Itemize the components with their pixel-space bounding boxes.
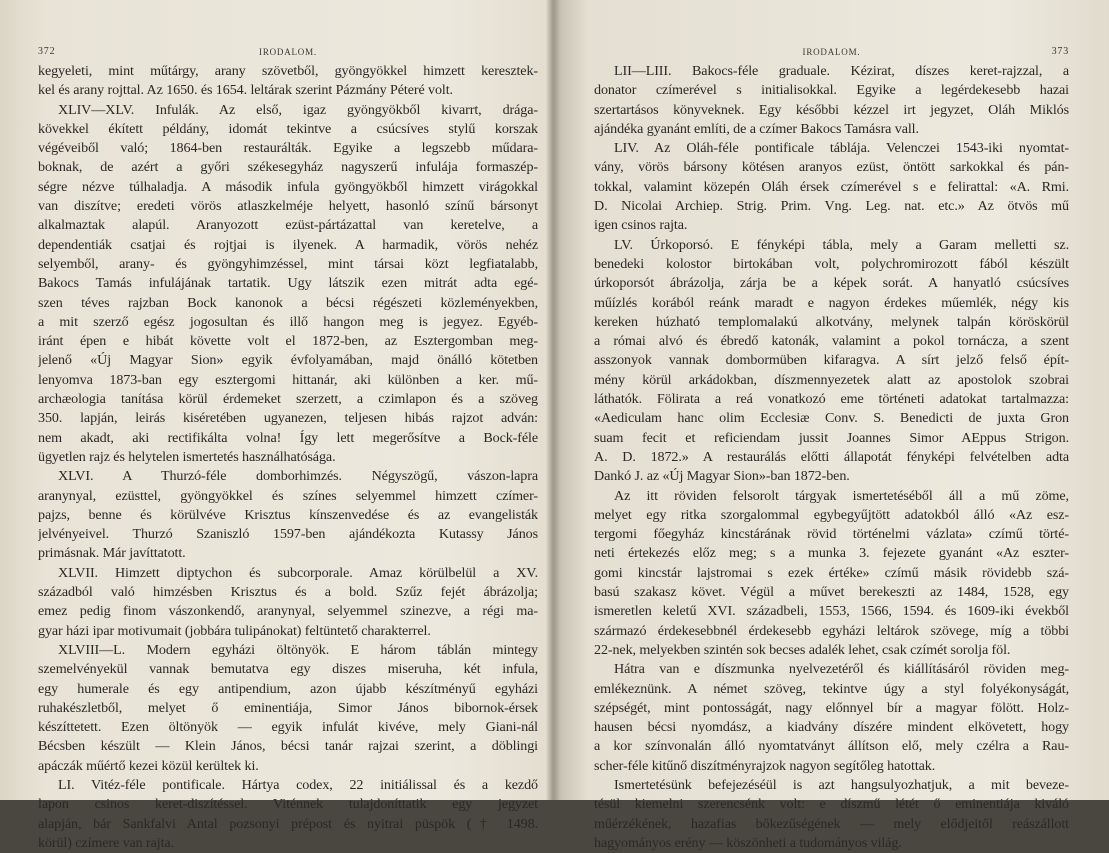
text-line: emez pedig finom vászonkendő, aranynyal, selyemmel szinezve, a régi ma- bbox=[38, 603, 538, 620]
text-line: úrkoporsót ábrázolja, zárja be a képek sorát. A hanyatló csúcsíves bbox=[594, 275, 1069, 292]
text-line: Ismertetésünk befejezéséül is azt hangsulyozhatjuk, a mit beveze- bbox=[614, 776, 1069, 793]
text-line: benedeki kolostor birtokában volt, polychromirozott fából készült bbox=[594, 255, 1069, 272]
text-line: kegyeleti, mint műtárgy, arany szövetből, gyöngyökkel himzett keresztek- bbox=[38, 63, 538, 79]
text-line: Az itt röviden felsorolt tárgyak ismertetéséből áll a mű zöme, bbox=[614, 487, 1069, 504]
text-line: suam fecit et reficiendam jussit Joannes Simor AEppus Strigon. bbox=[594, 429, 1069, 446]
text-line: a római alvó és ébredő katonák, valamint a pokol tornácza, a szent bbox=[594, 333, 1069, 350]
text-line: ügyetlen rajz és helytelen ismertetés használhatósága. bbox=[38, 448, 336, 465]
text-line: körül) czímere van rajta. bbox=[38, 834, 175, 851]
text-line: archæologia tanítása körül érdemeket szerzett, a czimlapon és a szöveg bbox=[38, 391, 538, 408]
text-line: Dankó J. az «Új Magyar Sion»-ban 1872-ben. bbox=[594, 468, 850, 485]
text-line: Bakocs Tamás infulájának tartatik. Ugy látszik ezen mitrát adta egé- bbox=[38, 275, 538, 292]
text-line: Hátra van e díszmunka nyelvezetéről és kiállításáról röviden meg- bbox=[614, 661, 1069, 678]
text-line: készíttetett. Ezen öltönyök — egyik infulát kivéve, mely Giani-nál bbox=[38, 719, 538, 736]
text-line: LIV. Az Oláh-féle pontificale táblája. Velenczei 1543-iki nyomtat- bbox=[614, 140, 1069, 157]
text-line: aranynyal, ezüsttel, gyöngyökkel és színes selyemmel himzett czímer- bbox=[38, 487, 538, 504]
text-line: kereken húzható templomalakú alkotvány, melynek talpán köröskörül bbox=[594, 313, 1069, 330]
text-line: pajzs, benne és körülvéve Krisztus kínszenvedése és az evangelisták bbox=[38, 506, 538, 523]
text-line: szertartásos könyveknek. Egy későbbi kézzel irt jegyzet, Oláh Miklós bbox=[594, 101, 1069, 118]
text-line: vány, vörös bársony kötésen aranyos ezüst, öntött sarkokkal és pán- bbox=[594, 159, 1069, 176]
text-line: LII—LIII. Bakocs-féle graduale. Kézirat, díszes keret-rajzzal, a bbox=[614, 63, 1069, 79]
text-line: van diszítve; eredeti vörös atlaszkelméje helyett, hasonló színű bársonyt bbox=[38, 198, 538, 215]
text-line: tokkal, valamint közepén Oláh érsek czímerével s e felirattal: «A. Rmi. bbox=[594, 178, 1069, 195]
text-line: tésül kiemelni szerencsénk volt: e díszmű létét ő eminentiája kiváló bbox=[594, 796, 1069, 813]
text-line: LI. Vitéz-féle pontificale. Hártya codex, 22 initiálissal és a kezdő bbox=[58, 776, 538, 793]
text-line: gomi kincstár lajstromai s ezek értéke» czímű másik rövidebb szá- bbox=[594, 564, 1069, 581]
text-line: származó érdekesebbnél érdekesebb egyházi leltárok szövege, míg a többi bbox=[594, 622, 1069, 639]
text-line: századból való himzésben Krisztus és a bold. Szűz fejét ábrázolja; bbox=[38, 584, 538, 601]
text-line: egy humerale és egy antipendium, azon újabb készítményű egyházi bbox=[38, 680, 538, 697]
left-page bbox=[0, 0, 552, 851]
text-line: iránt épen e hibát követte volt el 1872-ben, az Esztergomban meg- bbox=[38, 333, 538, 350]
text-line: jelvényeivel. Thurzó Szaniszló 1597-ben ajándékozta Kutassy János bbox=[38, 526, 538, 543]
text-line: tergomi főegyház kincstárának rövid történelmi vázlata» czímű törté- bbox=[594, 526, 1069, 543]
text-line: XLVIII—L. Modern egyházi öltönyök. E három táblán mintegy bbox=[58, 641, 538, 658]
text-line: primásnak. Már javíttatott. bbox=[38, 545, 186, 562]
text-line: ismeretlen keletű XVI. századbeli, 1553, 1566, 1594. és 1609-iki évekből bbox=[594, 603, 1069, 620]
text-line: mény körül arkádokban, díszmennyezetek alatt az apostolok szobrai bbox=[594, 371, 1069, 388]
text-line: boknak, de azért a győri székesegyház nagyszerű infulája formaszép- bbox=[38, 159, 538, 176]
text-line: a kor színvonalán álló nyomtatványt állítson elő, mely czélra a Rau- bbox=[594, 738, 1069, 755]
text-line: XLVII. Himzett diptychon és subcorporale. Amaz körülbelül a XV. bbox=[58, 564, 538, 581]
text-line: kövekkel ékített példány, idomát tekintve a csúcsíves stylű korszak bbox=[38, 120, 538, 137]
text-line: lapon csinos keret-diszítéssel. Viténnek tulajdoníttatik egy jegyzet bbox=[38, 796, 538, 813]
left-page-number: 372 bbox=[38, 46, 56, 57]
text-line: lenyomva 1873-ban egy esztergomi hittanár, aki különben a ker. mű- bbox=[38, 371, 538, 388]
right-page bbox=[554, 0, 1109, 851]
text-line: jelenő «Új Magyar Sion» egyik évfolyamában, majd önálló kötetben bbox=[38, 352, 538, 369]
text-line: dependentiák csatjai és rojtjai is ilyenek. A harmadik, vörös nehéz bbox=[38, 236, 538, 253]
text-line: kel és arany rojttal. Az 1650. és 1654. leltárak szerint Pázmány Péteré volt. bbox=[38, 82, 453, 99]
text-line: gyar házi ipar motivumait (jobbára tulipánokat) feltüntető charakterrel. bbox=[38, 622, 431, 639]
text-line: XLVI. A Thurzó-féle domborhimzés. Négyszögű, vászon-lapra bbox=[58, 468, 538, 485]
text-line: 22-nek, melyekben szintén sok becses adalék lehet, csak czímét sorolja föl. bbox=[594, 641, 1011, 658]
right-page-number: 373 bbox=[1051, 46, 1069, 57]
text-line: szemelvényekül vannak bemutatva egy diszes miseruha, két infula, bbox=[38, 661, 538, 678]
right-running-title: IRODALOM. bbox=[802, 47, 861, 57]
text-line: A. D. 1872.» A restaurálás előtti állapotát fényképi felvételben adta bbox=[594, 448, 1069, 465]
text-line: szépségét, mint pontosságát, nagy előnnyel bír a magyar fölött. Holz- bbox=[594, 699, 1069, 716]
text-line: szen téves rajzban Bock kanonok a bécsi régészeti közleményekben, bbox=[38, 294, 538, 311]
text-line: emlékeznünk. A német szöveg, tekintve úgy a styl folyékonyságát, bbox=[594, 680, 1069, 697]
text-line: «Aediculam hanc olim Ecclesiæ Conv. S. Benedicti de juxta Gron bbox=[594, 410, 1069, 427]
text-line: alapján, bár Sankfalvi Antal pozsonyi prépost és nyitrai püspök († 1498. bbox=[38, 815, 538, 832]
left-running-title: IRODALOM. bbox=[259, 47, 317, 57]
text-line: ségre nézve túlhaladja. A második infula gyöngyökből himzett virágokkal bbox=[38, 178, 538, 195]
text-line: végéveiből való; 1864-ben restaurálták. Egyike a legszebb műdara- bbox=[38, 140, 538, 157]
text-line: műérzékének, hazafias bőkezűségének — mely elődjeitől reászállott bbox=[594, 815, 1069, 832]
left-page-body bbox=[38, 62, 538, 853]
text-line: hagyományos erény — köszönheti a tudományos világ. bbox=[594, 834, 902, 851]
left-running-head bbox=[38, 44, 538, 62]
text-line: nem akadt, aki rectifikálta volna! Így lett megerősítve a Bock-féle bbox=[38, 429, 538, 446]
text-line: basú szakasz követ. Végül a művet berekeszti az 1484, 1528, egy bbox=[594, 584, 1069, 601]
text-line: XLIV—XLV. Infulák. Az első, igaz gyöngyökből kivarrt, drága- bbox=[58, 101, 538, 118]
text-line: hausen bécsi nyomdász, a kiadvány díszére mindent elkövetett, hogy bbox=[594, 719, 1069, 736]
right-page-body bbox=[594, 62, 1069, 853]
text-line: D. Nicolai Archiep. Strig. Prim. Vng. Leg. nat. etc.» Az ötvös mű bbox=[594, 198, 1069, 215]
text-line: láthatók. Fölirata a reá vonatkozó eme történeti adatokat tartalmazza: bbox=[594, 391, 1069, 408]
text-line: asszonyok vannak dombormüben kifaragva. A sírt jelző felső épít- bbox=[594, 352, 1069, 369]
text-line: donator czímerével s initialisokkal. Egyike a legérdekesebb hazai bbox=[594, 82, 1069, 99]
text-line: apáczák műértő kezei közül kerültek ki. bbox=[38, 757, 259, 774]
text-line: 350. lapján, leirás kiséretében ugyanezen, teljesen hibás rajzot adván: bbox=[38, 410, 538, 427]
text-line: LV. Úrkoporsó. E fényképi tábla, mely a Garam melletti sz. bbox=[614, 236, 1069, 253]
text-line: a mit szerző egész jogosultan és illő hangon meg is jegyez. Egyéb- bbox=[38, 313, 538, 330]
text-line: alkalmaztak alapúl. Aranyozott ezüst-pártázattal van keretelve, a bbox=[38, 217, 538, 234]
text-line: igen csinos rajta. bbox=[594, 217, 688, 234]
text-line: neti értekezés előz meg; s a munka 3. fejezete gyanánt «Az eszter- bbox=[594, 545, 1069, 562]
text-line: scher-féle kitűnő diszítményrajzok nagyon segítőleg hatottak. bbox=[594, 757, 936, 774]
text-line: melyet egy ritka szorgalommal egybegyűjtött adatokból álló «Az esz- bbox=[594, 506, 1069, 523]
text-line: ajándéka gyanánt említi, de a czímer Bakocs Tamásra vall. bbox=[594, 120, 919, 137]
text-line: selyemből, arany- és gyöngyhimzéssel, mint társai közt legfiatalabb, bbox=[38, 255, 538, 272]
text-line: műízlés korából reánk maradt e nagyon érdekes műemlék, négy kis bbox=[594, 294, 1069, 311]
right-running-head bbox=[594, 44, 1069, 62]
text-line: Bécsben készült — Klein János, bécsi tanár rajzai szerint, a döblingi bbox=[38, 738, 538, 755]
text-line: ruhakészletből, melyet ő eminentiája, Simor János bibornok-érsek bbox=[38, 699, 538, 716]
